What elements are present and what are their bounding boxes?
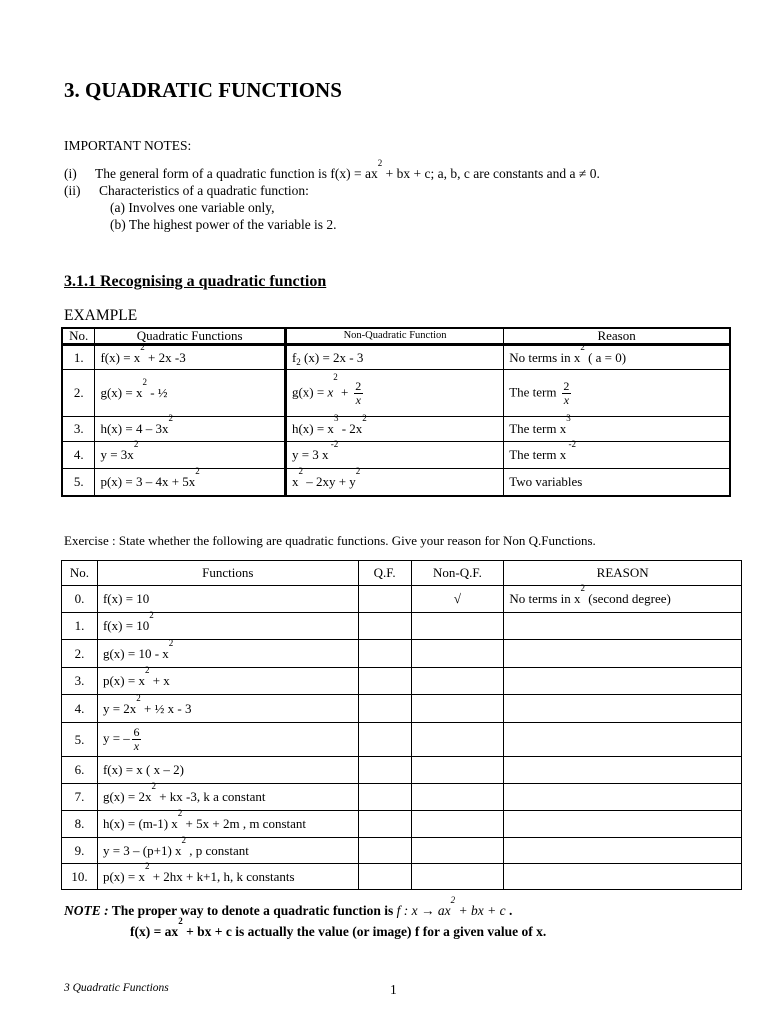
reason-answer-cell[interactable] <box>504 864 742 890</box>
nqf-cell: $f_2$ (x) = 2x - 3 <box>285 345 503 370</box>
table-row <box>62 811 742 838</box>
exercise-table <box>61 560 742 890</box>
non-qf-answer-cell[interactable] <box>411 613 504 640</box>
qf-answer-cell[interactable] <box>358 613 411 640</box>
example-table <box>61 327 731 497</box>
qf-answer-cell[interactable] <box>358 723 411 757</box>
row-no: 8. <box>62 811 98 838</box>
non-qf-answer-cell[interactable] <box>411 723 504 757</box>
qf-answer-cell[interactable] <box>358 695 411 723</box>
function-cell: y = – $\frac{6}{x}$ <box>97 723 358 757</box>
table-row <box>62 469 730 496</box>
non-qf-answer-cell[interactable] <box>411 811 504 838</box>
reason-answer-cell[interactable] <box>504 695 742 723</box>
row-no: 9. <box>62 838 98 864</box>
qf-answer-cell[interactable] <box>358 811 411 838</box>
function-cell: $y = 2x^2$ + ½ x - 3 <box>97 695 358 723</box>
col-non-qf: Non-Q.F. <box>411 561 504 586</box>
col-functions: Functions <box>97 561 358 586</box>
table-row <box>62 695 742 723</box>
col-reason: Reason <box>504 328 730 345</box>
reason-answer-cell[interactable] <box>504 757 742 784</box>
table-row <box>62 345 730 370</box>
row-no: 3. <box>62 417 95 442</box>
function-cell: $g(x) = 2x^2$ + kx -3, k a constant <box>97 784 358 811</box>
qf-cell: $g(x) = x^2$ - ½ <box>95 370 285 417</box>
table-row <box>62 838 742 864</box>
table-row <box>62 757 742 784</box>
note-label: NOTE : <box>64 903 109 918</box>
qf-answer-cell[interactable] <box>358 757 411 784</box>
reason-answer-cell[interactable] <box>504 613 742 640</box>
note-line-2: $f(x) = ax^2$ + bx + c is actually the value (or image) f for a given value of x. <box>130 916 547 939</box>
non-qf-answer-cell[interactable] <box>411 784 504 811</box>
reason-answer-cell[interactable] <box>504 640 742 668</box>
function-cell: $p(x) = x^2 + 2hx + k+1$, h, k constants <box>97 864 358 890</box>
non-qf-answer-cell[interactable] <box>411 838 504 864</box>
qf-cell: $y = 3x^2$ <box>95 442 285 469</box>
fraction: $\frac{2}{x}$ <box>355 378 362 407</box>
row-no: 10. <box>62 864 98 890</box>
note-i <box>64 158 600 182</box>
page-number: 1 <box>390 982 397 997</box>
exercise-header-row <box>62 561 742 586</box>
reason-cell: The term $\frac{2}{x}$ <box>504 370 730 417</box>
table-row <box>62 586 742 613</box>
qf-cell: $f(x) = x^2 + 2x$ -3 <box>95 345 285 370</box>
qf-answer-cell[interactable] <box>358 784 411 811</box>
function-cell: f(x) = 10 <box>97 586 358 613</box>
footer-title: 3 Quadratic Functions <box>64 982 169 994</box>
function-cell: $p(x) = x^2 + x$ <box>97 668 358 695</box>
table-row <box>62 417 730 442</box>
row-no: 1. <box>62 613 98 640</box>
table-row <box>62 613 742 640</box>
nqf-cell: $h(x) = x^3 - 2x^2$ <box>285 417 503 442</box>
example-label: EXAMPLE <box>64 307 138 324</box>
non-qf-answer-cell[interactable] <box>411 695 504 723</box>
row-no: 2. <box>62 640 98 668</box>
note-i-num: (i) <box>64 166 77 181</box>
note-math: f : $x \to ax^2$ + bx + c <box>396 895 506 918</box>
reason-answer-cell[interactable] <box>504 838 742 864</box>
function-cell: f(x) = x ( x – 2) <box>97 757 358 784</box>
row-no: 5. <box>62 469 95 496</box>
col-reason: REASON <box>504 561 742 586</box>
row-no: 6. <box>62 757 98 784</box>
col-no: No. <box>62 561 98 586</box>
section-title: 3.1.1 Recognising a quadratic function <box>64 273 327 290</box>
row-no: 5. <box>62 723 98 757</box>
qf-cell: $h(x) = 4 - 3x^2$ <box>95 417 285 442</box>
col-no: No. <box>62 328 95 345</box>
reason-answer-cell[interactable] <box>504 668 742 695</box>
row-no: 0. <box>62 586 98 613</box>
note-ii <box>64 183 309 199</box>
col-qf: Q.F. <box>358 561 411 586</box>
fraction: $\frac{2}{x}$ <box>563 378 570 407</box>
reason-answer-cell[interactable] <box>504 723 742 757</box>
fraction: $\frac{6}{x}$ <box>133 725 140 753</box>
non-qf-answer-cell[interactable] <box>411 640 504 668</box>
note-i-text: The general form of a quadratic function is $f(x) = ax^2$ + bx + c; a, b, c are constants and a ≠ 0. <box>95 158 600 181</box>
non-qf-answer-cell[interactable] <box>411 757 504 784</box>
note-b: (b) The highest power of the variable is 2. <box>110 217 337 232</box>
qf-answer-cell[interactable] <box>358 864 411 890</box>
notes-heading: IMPORTANT NOTES: <box>64 138 192 153</box>
row-no: 2. <box>62 370 95 417</box>
qf-answer-cell[interactable] <box>358 668 411 695</box>
qf-answer-cell[interactable] <box>358 838 411 864</box>
reason-cell: The term $x^3$ <box>504 417 730 442</box>
reason-cell: No terms in $x^2$ ( a = 0) <box>504 345 730 370</box>
qf-answer-cell[interactable] <box>358 586 411 613</box>
note-line-1: NOTE : The proper way to denote a quadratic function is f : $x \to ax^2$ + bx + c . <box>64 895 513 918</box>
checkmark-icon[interactable]: √ <box>411 586 504 613</box>
non-qf-answer-cell[interactable] <box>411 864 504 890</box>
col-quadratic: Quadratic Functions <box>95 328 285 345</box>
col-non-quadratic: Non-Quadratic Function <box>285 328 503 345</box>
reason-cell: The term x $^{-2}$ <box>504 442 730 469</box>
row-no: 4. <box>62 442 95 469</box>
reason-answer-cell[interactable] <box>504 811 742 838</box>
example-header-row <box>62 328 730 345</box>
table-row <box>62 370 730 417</box>
table-row <box>62 864 742 890</box>
table-row <box>62 668 742 695</box>
nqf-cell: y = 3 x $^{-2}$ <box>285 442 503 469</box>
exercise-instruction: Exercise : State whether the following are quadratic functions. Give your reason for Non Q.Functions. <box>64 533 596 548</box>
table-row <box>62 640 742 668</box>
row-no: 1. <box>62 345 95 370</box>
function-cell: y = 3 – (p+1) $x^2$ , p constant <box>97 838 358 864</box>
row-no: 7. <box>62 784 98 811</box>
qf-answer-cell[interactable] <box>358 640 411 668</box>
table-row <box>62 442 730 469</box>
page-title: 3. QUADRATIC FUNCTIONS <box>64 78 342 102</box>
row-no: 4. <box>62 695 98 723</box>
function-cell: $f(x) = 10^2$ <box>97 613 358 640</box>
qf-cell: $p(x) = 3 - 4x + 5x^2$ <box>95 469 285 496</box>
note-a: (a) Involves one variable only, <box>110 200 275 215</box>
reason-cell: Two variables <box>504 469 730 496</box>
note-ii-text: Characteristics of a quadratic function: <box>99 183 309 198</box>
function-cell: h(x) = (m-1) $x^2 + 5x + 2m$ , m constant <box>97 811 358 838</box>
table-row <box>62 723 742 757</box>
note-ii-num: (ii) <box>64 183 81 198</box>
nqf-cell: $g(x) = x^2$ + $\frac{2}{x}$ <box>285 370 503 417</box>
row-no: 3. <box>62 668 98 695</box>
nqf-cell: $x^2 - 2xy + y^2$ <box>285 469 503 496</box>
function-cell: $g(x) = 10 - x^2$ <box>97 640 358 668</box>
table-row <box>62 784 742 811</box>
reason-answer-cell[interactable] <box>504 784 742 811</box>
non-qf-answer-cell[interactable] <box>411 668 504 695</box>
reason-cell[interactable]: No terms in $x^2$ (second degree) <box>504 586 742 613</box>
